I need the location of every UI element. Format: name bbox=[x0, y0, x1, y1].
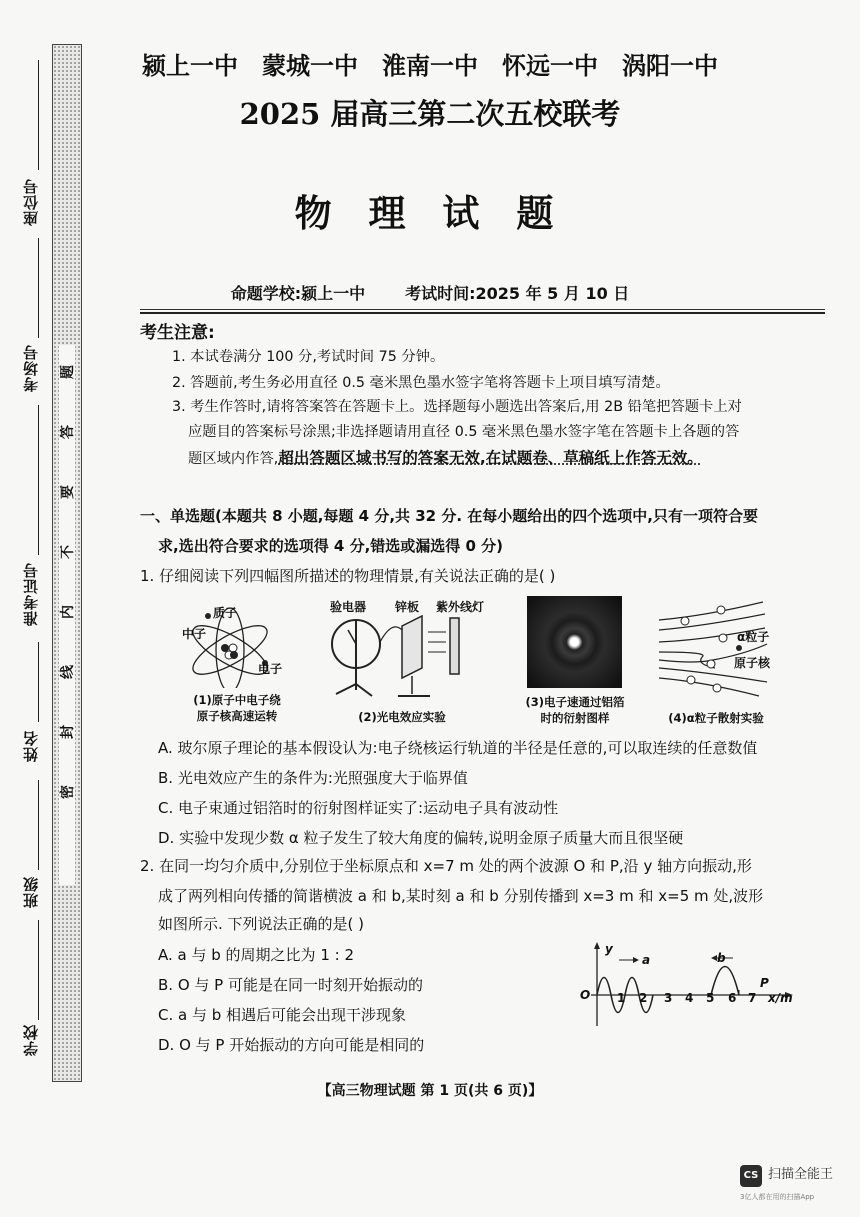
notice-item-1: 1. 本试卷满分 100 分,考试时间 75 分钟。 bbox=[172, 349, 445, 365]
q2-option-b: B. O 与 P 可能是在同一时刻开始振动的 bbox=[158, 976, 423, 994]
x-axis-label: x/m bbox=[768, 991, 793, 1005]
notice-item-2: 2. 答题前,考生务必用直径 0.5 毫米黑色墨水签字笔将答题卡上项目填写清楚。 bbox=[172, 375, 670, 391]
notice-item-3-end: 题区域内作答,超出答题区域书写的答案无效,在试题卷、草稿纸上作答无效。 bbox=[188, 449, 703, 467]
notice-item-3-cont: 应题目的答案标号涂黑;非选择题请用直径 0.5 毫米黑色墨水签字笔在答题卡上各题的答 bbox=[188, 424, 740, 440]
q1-stem: 1. 仔细阅读下列四幅图所描述的物理情景,有关说法正确的是( ) bbox=[140, 567, 556, 585]
fig4-caption: (4)α粒子散射实验 bbox=[668, 711, 764, 725]
notice-item-3: 3. 考生作答时,请将答案答在答题卡上。选择题每小题选出答案后,用 2B 铅笔把答题卡上对 bbox=[172, 399, 742, 415]
tick-7: 7 bbox=[748, 991, 757, 1005]
scanner-brand: 扫描全能王 bbox=[768, 1167, 834, 1182]
q2-option-c: C. a 与 b 相遇后可能会出现干涉现象 bbox=[158, 1006, 407, 1024]
tick-1: 1 bbox=[617, 991, 626, 1005]
zinc-plate-label: 锌板 bbox=[395, 600, 420, 614]
q2-stem-3: 如图所示. 下列说法正确的是( ) bbox=[158, 915, 365, 933]
fig2-caption: (2)光电效应实验 bbox=[358, 710, 446, 724]
seal-line-text: 题 答 要 不 内 线 封 密 bbox=[60, 365, 76, 799]
nucleus-label: 原子核 bbox=[734, 656, 771, 670]
id-number-label: 准考证号 bbox=[22, 562, 40, 626]
fig3-caption: (3)电子速通过铝箔 时的衍射图样 bbox=[525, 695, 625, 725]
uv-lamp-label: 紫外线灯 bbox=[436, 600, 485, 614]
room-label: 考场号 bbox=[22, 344, 40, 392]
subject-title: 物 理 试 题 bbox=[294, 191, 566, 235]
page-footer: 【高三物理试题 第 1 页(共 6 页)】 bbox=[317, 1083, 543, 1099]
wave-a-label: a bbox=[642, 953, 651, 967]
origin-label: O bbox=[580, 988, 591, 1002]
neutron-label: 中子 bbox=[182, 627, 207, 641]
alpha-particle-label: α粒子 bbox=[737, 630, 770, 644]
class-label: 班级 bbox=[22, 876, 40, 908]
electron-label: 电子 bbox=[258, 662, 283, 676]
seat-label: 座位号 bbox=[22, 178, 40, 226]
tick-4: 4 bbox=[685, 991, 694, 1005]
photoelectric-figure bbox=[322, 612, 477, 702]
scanner-tagline: 3亿人都在用的扫描App bbox=[740, 1193, 815, 1201]
q2-option-a: A. a 与 b 的周期之比为 1 : 2 bbox=[158, 946, 354, 964]
q2-stem-2: 成了两列相向传播的简谐横波 a 和 b,某时刻 a 和 b 分别传播到 x=3 m 和 x=5 m 处,波形 bbox=[158, 887, 764, 905]
tick-3: 3 bbox=[664, 991, 673, 1005]
y-axis-label: y bbox=[605, 942, 613, 956]
q1-option-a: A. 玻尔原子理论的基本假设认为:电子绕核运行轨道的半径是任意的,可以取连续的任意数值 bbox=[158, 739, 758, 757]
exam-title: 2025 届高三第二次五校联考 bbox=[239, 97, 621, 131]
fig1-caption: (1)原子中电子绕 原子核高速运转 bbox=[193, 693, 281, 723]
tick-2: 2 bbox=[639, 991, 648, 1005]
name-label: 姓名 bbox=[22, 730, 40, 762]
wave-b-label: b bbox=[717, 951, 726, 965]
exam-meta: 命题学校:颍上一中 考试时间:2025 年 5 月 10 日 bbox=[230, 284, 630, 303]
camscanner-icon: CS bbox=[740, 1165, 762, 1187]
section-header: 一、单选题(本题共 8 小题,每题 4 分,共 32 分. 在每小题给出的四个选项中,只有一项符合要 bbox=[140, 507, 758, 525]
electroscope-label: 验电器 bbox=[330, 600, 367, 614]
q1-option-b: B. 光电效应产生的条件为:光照强度大于临界值 bbox=[158, 769, 468, 787]
q1-option-c: C. 电子束通过铝箔时的衍射图样证实了:运动电子具有波动性 bbox=[158, 799, 559, 817]
school-label: 学校 bbox=[22, 1024, 40, 1056]
tick-6: 6 bbox=[728, 991, 737, 1005]
q1-option-d: D. 实验中发现少数 α 粒子发生了较大角度的偏转,说明金原子质量大而且很坚硬 bbox=[158, 829, 684, 847]
proton-label: 质子 bbox=[213, 606, 238, 620]
q2-option-d: D. O 与 P 开始振动的方向可能是相同的 bbox=[158, 1036, 425, 1054]
alpha-scattering-figure bbox=[655, 598, 775, 698]
tick-5: 5 bbox=[706, 991, 715, 1005]
q2-stem-1: 2. 在同一均匀介质中,分别位于坐标原点和 x=7 m 处的两个波源 O 和 P,沿 y 轴方向振动,形 bbox=[140, 857, 752, 875]
notice-title: 考生注意: bbox=[140, 323, 215, 343]
point-p-label: P bbox=[760, 976, 769, 990]
school-list: 颍上一中 蒙城一中 淮南一中 怀远一中 涡阳一中 bbox=[142, 52, 718, 80]
section-header-cont: 求,选出符合要求的选项得 4 分,错选或漏选得 0 分) bbox=[158, 537, 504, 555]
diffraction-pattern bbox=[527, 596, 622, 688]
